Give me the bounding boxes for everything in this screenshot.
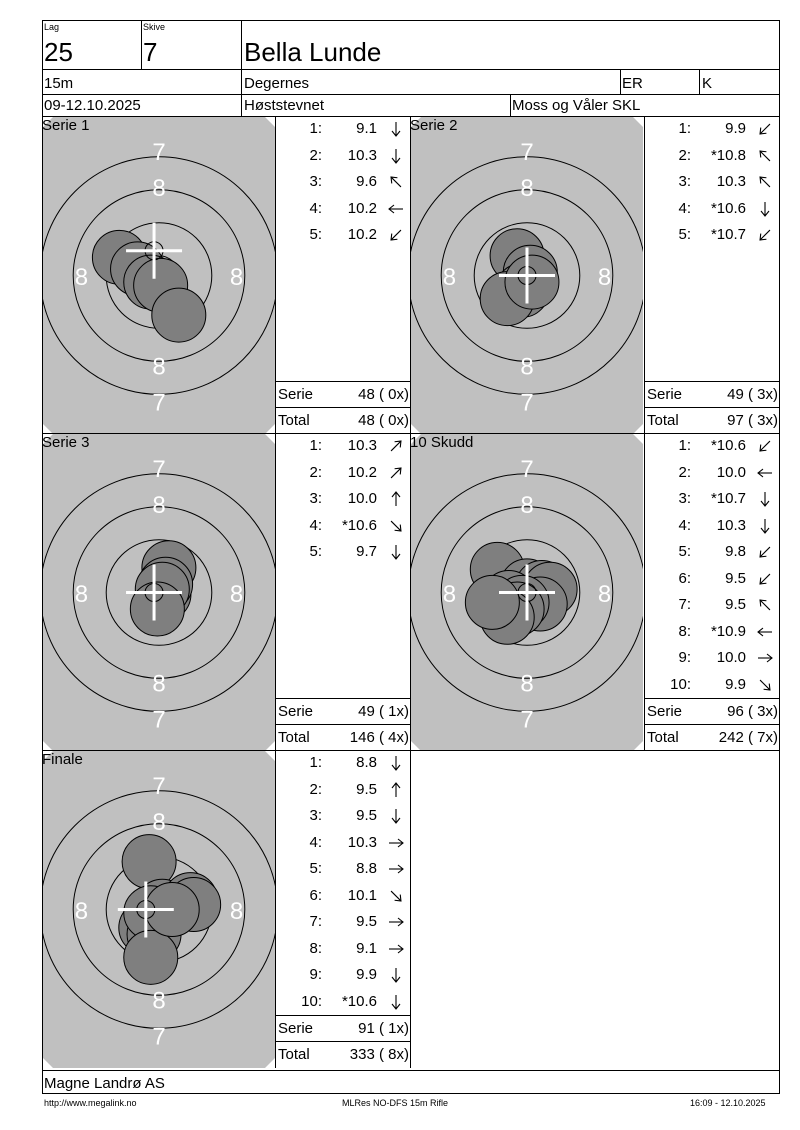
ring-number: 8 bbox=[442, 581, 457, 609]
shot-number: 6: bbox=[678, 569, 691, 587]
shot-direction-e-icon bbox=[755, 648, 775, 668]
shot-row bbox=[276, 777, 411, 803]
shot-score: 8.8 bbox=[356, 754, 377, 771]
shot-row bbox=[276, 222, 411, 248]
shot-row bbox=[645, 592, 780, 618]
company-name: Magne Landrø AS bbox=[44, 1075, 165, 1092]
shot-direction-s-icon bbox=[386, 542, 406, 562]
shot-number: 8: bbox=[309, 939, 322, 957]
shot-row bbox=[276, 169, 411, 195]
shot-score: 10.3 bbox=[347, 146, 377, 164]
target-svg bbox=[43, 434, 275, 751]
shot-direction-ne-icon bbox=[386, 436, 406, 456]
shot-score: 10.0 bbox=[347, 490, 377, 507]
serie-row bbox=[647, 382, 778, 408]
shot-direction-s-icon bbox=[386, 753, 406, 773]
shot-score: 9.1 bbox=[356, 120, 377, 137]
ring-number: 8 bbox=[520, 353, 534, 381]
shot-score: *10.6 bbox=[341, 516, 377, 534]
ring-number: 8 bbox=[597, 264, 612, 292]
total-value: 242 ( 7x) bbox=[718, 729, 778, 746]
serie-value: 49 ( 1x) bbox=[358, 703, 409, 720]
shot-number: 3: bbox=[678, 173, 691, 190]
shot-score: 9.5 bbox=[356, 780, 377, 798]
shot-direction-se-icon bbox=[755, 675, 775, 695]
shot-score: 10.2 bbox=[347, 226, 377, 243]
shot-number: 1: bbox=[309, 754, 322, 771]
shot-direction-w-icon bbox=[755, 463, 775, 483]
shot-row bbox=[645, 619, 780, 645]
ring-number: 8 bbox=[520, 492, 534, 520]
column-border bbox=[410, 751, 411, 1068]
shot-score: 9.9 bbox=[725, 675, 746, 693]
shot-row bbox=[645, 645, 780, 671]
total-value: 146 ( 4x) bbox=[349, 729, 409, 746]
shot-row bbox=[645, 566, 780, 592]
shot-score: *10.7 bbox=[710, 226, 746, 243]
ring-number: 8 bbox=[520, 670, 534, 698]
shot-direction-sw-icon bbox=[386, 225, 406, 245]
lag-value: 25 bbox=[44, 37, 73, 67]
shot-direction-sw-icon bbox=[755, 225, 775, 245]
shot-number: 2: bbox=[309, 146, 322, 164]
shot-row bbox=[645, 222, 780, 248]
shot-score: 9.1 bbox=[356, 939, 377, 957]
lag-label: Lag bbox=[44, 22, 60, 32]
panel-title: 10 Skudd bbox=[410, 434, 474, 451]
footer-bottom-line bbox=[42, 1093, 780, 1094]
shot-direction-nw-icon bbox=[755, 172, 775, 192]
shot-row bbox=[276, 856, 411, 882]
shot-number: 8: bbox=[678, 622, 691, 640]
shot-direction-s-icon bbox=[386, 965, 406, 985]
shot-score: 10.0 bbox=[716, 463, 746, 481]
shot-number: 1: bbox=[309, 120, 322, 137]
ring-number: 7 bbox=[520, 455, 534, 483]
shot-direction-s-icon bbox=[386, 992, 406, 1012]
shot-direction-se-icon bbox=[386, 516, 406, 536]
shot-direction-s-icon bbox=[755, 199, 775, 219]
panel-title: Serie 2 bbox=[410, 117, 458, 134]
printed-timestamp: 16:09 - 12.10.2025 bbox=[690, 1098, 766, 1108]
shot-hole bbox=[152, 288, 206, 342]
shot-hole bbox=[505, 255, 559, 309]
software-name: MLRes NO-DFS 15m Rifle bbox=[342, 1098, 449, 1108]
shot-direction-sw-icon bbox=[755, 569, 775, 589]
shot-row bbox=[276, 883, 411, 909]
shot-number: 1: bbox=[678, 120, 691, 137]
shot-score: *10.9 bbox=[710, 622, 746, 640]
shot-score: 9.5 bbox=[725, 569, 746, 587]
total-row bbox=[278, 1042, 409, 1068]
row-separator bbox=[42, 750, 780, 751]
ring-number: 8 bbox=[152, 353, 166, 381]
shot-number: 9: bbox=[678, 649, 691, 666]
shot-number: 2: bbox=[309, 780, 322, 798]
category: K bbox=[702, 75, 713, 92]
ring-number: 8 bbox=[520, 175, 534, 203]
shot-score: 10.3 bbox=[716, 173, 746, 190]
ring-number: 8 bbox=[229, 264, 244, 292]
ring-number: 7 bbox=[152, 389, 166, 417]
shot-list bbox=[644, 434, 780, 751]
shot-direction-nw-icon bbox=[755, 146, 775, 166]
shot-row bbox=[645, 672, 780, 698]
shot-row bbox=[276, 962, 411, 988]
date: 09-12.10.2025 bbox=[44, 97, 141, 114]
shot-direction-sw-icon bbox=[755, 542, 775, 562]
total-row bbox=[278, 408, 409, 434]
target-svg bbox=[411, 434, 643, 751]
serie-label: Serie bbox=[647, 703, 683, 720]
shot-score: *10.6 bbox=[710, 437, 746, 454]
shot-direction-s-icon bbox=[386, 119, 406, 139]
ring-number: 8 bbox=[152, 492, 166, 520]
distance: 15m bbox=[44, 75, 74, 92]
total-label: Total bbox=[647, 412, 679, 429]
shot-number: 6: bbox=[309, 886, 322, 904]
shot-row bbox=[645, 460, 780, 486]
ring-number: 8 bbox=[229, 898, 244, 926]
shot-number: 5: bbox=[678, 543, 691, 560]
shot-score: 9.5 bbox=[356, 913, 377, 930]
shot-direction-e-icon bbox=[386, 912, 406, 932]
shot-score: 10.3 bbox=[347, 437, 377, 454]
total-value: 48 ( 0x) bbox=[358, 412, 409, 429]
target-5 bbox=[43, 751, 275, 1068]
ring-number: 8 bbox=[597, 581, 612, 609]
serie-row bbox=[278, 699, 409, 725]
ring-number: 8 bbox=[152, 670, 166, 698]
total-value: 333 ( 8x) bbox=[349, 1046, 409, 1063]
serie-row bbox=[647, 699, 778, 725]
ring-number: 7 bbox=[152, 706, 166, 734]
shot-row bbox=[276, 486, 411, 512]
shot-number: 4: bbox=[309, 833, 322, 851]
total-label: Total bbox=[278, 412, 310, 429]
serie-label: Serie bbox=[278, 1020, 314, 1037]
shot-number: 3: bbox=[678, 490, 691, 507]
target-1 bbox=[43, 117, 275, 434]
shot-direction-n-icon bbox=[386, 780, 406, 800]
shot-number: 5: bbox=[309, 226, 322, 243]
shot-direction-e-icon bbox=[386, 833, 406, 853]
shot-number: 10: bbox=[670, 675, 691, 693]
event: Høststevnet bbox=[244, 97, 325, 114]
shot-number: 9: bbox=[309, 966, 322, 983]
shot-score: 9.9 bbox=[356, 966, 377, 983]
skive-value: 7 bbox=[143, 37, 158, 67]
class: ER bbox=[622, 75, 643, 92]
shot-number: 4: bbox=[678, 199, 691, 217]
shot-direction-s-icon bbox=[386, 146, 406, 166]
shot-score: 10.2 bbox=[347, 199, 377, 217]
shot-row bbox=[645, 116, 780, 142]
shot-row bbox=[276, 460, 411, 486]
website-link[interactable]: http://www.megalink.no bbox=[44, 1098, 137, 1108]
shot-direction-e-icon bbox=[386, 859, 406, 879]
footer-divider bbox=[42, 1070, 780, 1071]
total-label: Total bbox=[278, 1046, 310, 1063]
shot-score: 9.9 bbox=[725, 120, 746, 137]
shot-row bbox=[645, 513, 780, 539]
target-svg bbox=[43, 751, 275, 1068]
shot-row bbox=[276, 433, 411, 459]
shot-row bbox=[645, 433, 780, 459]
ring-number: 8 bbox=[229, 581, 244, 609]
shot-number: 2: bbox=[678, 463, 691, 481]
shot-direction-s-icon bbox=[755, 489, 775, 509]
shot-score: 8.8 bbox=[356, 860, 377, 877]
serie-value: 48 ( 0x) bbox=[358, 386, 409, 403]
shot-score: *10.6 bbox=[341, 992, 377, 1010]
ring-number: 7 bbox=[152, 1023, 166, 1051]
shot-score: 9.8 bbox=[725, 543, 746, 560]
shot-row bbox=[276, 539, 411, 565]
column-border bbox=[779, 117, 780, 434]
panel-title: Serie 3 bbox=[42, 434, 90, 451]
target-4 bbox=[411, 434, 643, 751]
column-border bbox=[779, 434, 780, 751]
shot-score: *10.6 bbox=[710, 199, 746, 217]
shot-number: 5: bbox=[678, 226, 691, 243]
target-svg bbox=[411, 117, 643, 434]
ring-number: 7 bbox=[152, 772, 166, 800]
total-row bbox=[278, 725, 409, 751]
shot-direction-nw-icon bbox=[755, 595, 775, 615]
shot-number: 4: bbox=[309, 199, 322, 217]
ring-number: 8 bbox=[152, 175, 166, 203]
shot-score: 9.7 bbox=[356, 543, 377, 560]
target-svg bbox=[43, 117, 275, 434]
shot-row bbox=[276, 196, 411, 222]
shot-row bbox=[645, 196, 780, 222]
shot-score: 10.3 bbox=[716, 516, 746, 534]
shot-direction-se-icon bbox=[386, 886, 406, 906]
shot-list bbox=[275, 434, 411, 751]
shot-row bbox=[645, 143, 780, 169]
shot-list bbox=[275, 117, 411, 434]
skive-label: Skive bbox=[143, 22, 166, 32]
serie-value: 96 ( 3x) bbox=[727, 703, 778, 720]
shot-row bbox=[276, 803, 411, 829]
serie-label: Serie bbox=[278, 386, 314, 403]
organizer: Moss og Våler SKL bbox=[512, 97, 641, 114]
shot-score: 10.0 bbox=[716, 649, 746, 666]
shot-hole bbox=[465, 575, 519, 629]
shot-direction-sw-icon bbox=[755, 436, 775, 456]
ring-number: 7 bbox=[520, 706, 534, 734]
ring-number: 7 bbox=[152, 138, 166, 166]
shot-direction-s-icon bbox=[386, 806, 406, 826]
shot-number: 2: bbox=[309, 463, 322, 481]
shot-score: 10.3 bbox=[347, 833, 377, 851]
panel-title: Finale bbox=[42, 751, 83, 768]
shot-score: 10.1 bbox=[347, 886, 377, 904]
shot-direction-s-icon bbox=[755, 516, 775, 536]
shot-direction-sw-icon bbox=[755, 119, 775, 139]
target-2 bbox=[411, 117, 643, 434]
shot-number: 7: bbox=[678, 596, 691, 613]
shot-number: 4: bbox=[309, 516, 322, 534]
shot-hole bbox=[130, 582, 184, 636]
ring-number: 7 bbox=[520, 138, 534, 166]
shot-number: 1: bbox=[678, 437, 691, 454]
shot-row bbox=[276, 750, 411, 776]
shot-number: 3: bbox=[309, 173, 322, 190]
shot-number: 3: bbox=[309, 807, 322, 824]
shot-number: 2: bbox=[678, 146, 691, 164]
shot-row bbox=[276, 143, 411, 169]
total-row bbox=[647, 725, 778, 751]
shot-row bbox=[645, 169, 780, 195]
shot-number: 5: bbox=[309, 860, 322, 877]
shot-number: 5: bbox=[309, 543, 322, 560]
shot-row bbox=[276, 116, 411, 142]
ring-number: 7 bbox=[520, 389, 534, 417]
ring-number: 8 bbox=[152, 809, 166, 837]
shot-list bbox=[275, 751, 411, 1068]
ring-number: 7 bbox=[152, 455, 166, 483]
ring-number: 8 bbox=[74, 898, 89, 926]
shot-direction-nw-icon bbox=[386, 172, 406, 192]
shot-hole bbox=[124, 930, 178, 984]
shot-number: 7: bbox=[309, 913, 322, 930]
ring-number: 8 bbox=[74, 264, 89, 292]
shot-number: 10: bbox=[301, 992, 322, 1010]
shot-row bbox=[276, 830, 411, 856]
serie-label: Serie bbox=[278, 703, 314, 720]
total-row bbox=[647, 408, 778, 434]
shot-direction-n-icon bbox=[386, 489, 406, 509]
panel-title: Serie 1 bbox=[42, 117, 90, 134]
shot-row bbox=[645, 486, 780, 512]
shot-score: 9.6 bbox=[356, 173, 377, 190]
shot-row bbox=[645, 539, 780, 565]
shot-score: 10.2 bbox=[347, 463, 377, 481]
shot-row bbox=[276, 989, 411, 1015]
shot-number: 4: bbox=[678, 516, 691, 534]
serie-value: 91 ( 1x) bbox=[358, 1020, 409, 1037]
shot-direction-e-icon bbox=[386, 939, 406, 959]
shot-score: *10.8 bbox=[710, 146, 746, 164]
shooter-name: Bella Lunde bbox=[244, 37, 382, 67]
shot-list bbox=[644, 117, 780, 434]
shot-row bbox=[276, 936, 411, 962]
serie-row bbox=[278, 382, 409, 408]
serie-label: Serie bbox=[647, 386, 683, 403]
shot-row bbox=[276, 513, 411, 539]
shot-direction-ne-icon bbox=[386, 463, 406, 483]
shot-number: 1: bbox=[309, 437, 322, 454]
total-value: 97 ( 3x) bbox=[727, 412, 778, 429]
ring-number: 8 bbox=[74, 581, 89, 609]
club: Degernes bbox=[244, 75, 310, 92]
total-label: Total bbox=[278, 729, 310, 746]
shot-score: 9.5 bbox=[356, 807, 377, 824]
serie-value: 49 ( 3x) bbox=[727, 386, 778, 403]
total-label: Total bbox=[647, 729, 679, 746]
shot-row bbox=[276, 909, 411, 935]
shot-score: 9.5 bbox=[725, 596, 746, 613]
shot-direction-w-icon bbox=[386, 199, 406, 219]
target-3 bbox=[43, 434, 275, 751]
shot-direction-w-icon bbox=[755, 622, 775, 642]
shot-score: *10.7 bbox=[710, 490, 746, 507]
ring-number: 8 bbox=[442, 264, 457, 292]
shot-number: 3: bbox=[309, 490, 322, 507]
serie-row bbox=[278, 1016, 409, 1042]
ring-number: 8 bbox=[152, 987, 166, 1015]
